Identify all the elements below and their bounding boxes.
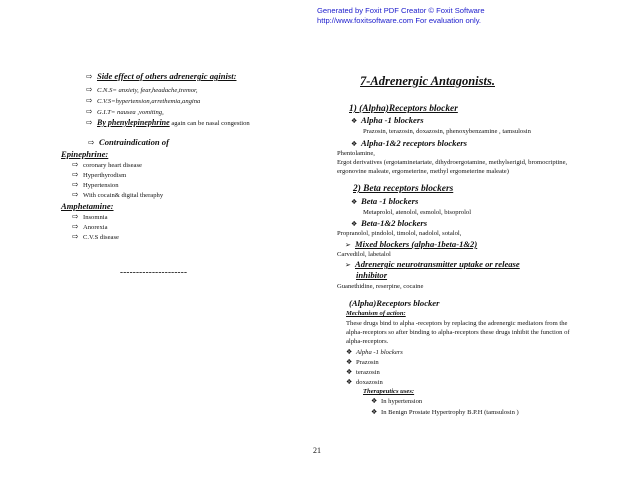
section-title: 7-Adrenergic Antagonists. — [360, 74, 495, 88]
diamond-icon: ❖ — [351, 140, 358, 148]
diamond-icon: ❖ — [371, 397, 378, 405]
page-number: 21 — [313, 446, 321, 455]
diamond-icon: ❖ — [351, 117, 358, 125]
arrow-icon: ⇨ — [72, 190, 79, 199]
epi-item: ⇨ Hyperthyrodism — [72, 170, 127, 179]
ergot-text: Ergot derivatives (ergotaminetartate, dihydroergotamine, methylserigid, bromocriptine, ergonovine maleate, ergometerine, methyl ergometerine maleate) — [337, 159, 568, 175]
amph-item: ⇨ C.V.S disease — [72, 232, 119, 241]
arrow-icon: ⇨ — [86, 85, 93, 94]
mixed-heading: ➢ Mixed blockers (alpha-1beta-1&2) — [345, 239, 478, 249]
mixed-drugs: Carvedilol, labetalol — [337, 251, 391, 258]
diamond-icon: ❖ — [346, 358, 353, 366]
arrow-icon: ⇨ — [86, 118, 93, 127]
beta1-drugs: Metaprolol, atenolol, esmolol, bisoprolol — [363, 209, 472, 216]
side-effect-item: ⇨ C.V.S=hypertension,arrethemia,angina — [86, 96, 201, 105]
arrow-icon: ⇨ — [72, 212, 79, 221]
side-effect-item-phenyl: ⇨ By phenylepinephrine again can be nasal congestion — [86, 118, 250, 127]
pointer-icon: ➢ — [345, 241, 351, 249]
arrow-icon: ⇨ — [86, 72, 93, 81]
neuro-heading-cont: inhibitor — [356, 270, 388, 280]
alpha1-list-heading: ❖ Alpha -1 blockers — [346, 348, 403, 356]
amph-item: ⇨ Insomnia — [72, 212, 108, 221]
side-effect-heading: ⇨ Side effect of others adrenergic aginist: — [86, 71, 237, 81]
therapeutic-item: ❖ In Benign Prostate Hypertrophy B.P.H (tamsulosin ) — [371, 408, 519, 416]
epi-item: ⇨ coronary heart disease — [72, 160, 142, 169]
epi-item: ⇨ With cocain& digital theraphy — [72, 190, 164, 199]
beta12-heading: ❖ Beta-1&2 blockers — [351, 218, 428, 228]
therapeutic-label: Therapeutics uses: — [363, 388, 415, 395]
alpha1-list-item: ❖ Prazosin — [346, 358, 379, 366]
alpha1-heading: ❖ Alpha -1 blockers — [351, 115, 424, 125]
foxit-watermark-line2: http://www.foxitsoftware.com For evaluation only. — [317, 16, 482, 25]
amphetamine-label: Amphetamine: — [61, 201, 114, 211]
mechanism-label: Mechanism of action: — [346, 310, 406, 317]
diamond-icon: ❖ — [346, 368, 353, 376]
diamond-icon: ❖ — [371, 408, 378, 416]
contraindication-heading: ⇨ Contraindication of — [88, 137, 169, 147]
neuro-drugs: Guanethidine, reserpine, cocaine — [337, 283, 424, 290]
diamond-icon: ❖ — [346, 348, 353, 356]
diamond-icon: ❖ — [346, 378, 353, 386]
divider-dashes: --------------------- — [120, 267, 188, 277]
subsection-title: (Alpha)Receptors blocker — [349, 298, 440, 308]
diamond-icon: ❖ — [351, 198, 358, 206]
alpha1-drugs: Prazosin, terazosin, doxazosin, phenoxybenzamine , tamsulosin — [363, 128, 531, 135]
epinephrine-label: Epinephrine: — [61, 149, 109, 159]
alpha1-list-item: ❖ doxazosin — [346, 378, 383, 386]
diamond-icon: ❖ — [351, 220, 358, 228]
epi-item: ⇨ Hypertension — [72, 180, 119, 189]
mechanism-text: These drugs bind to alpha -receptors by replacing the adrenergic mediators from the alpha-receptors so after binding to alpha-receptors these drugs inhibit the function of alpha-receptors. — [346, 320, 570, 345]
alpha12-heading: ❖ Alpha-1&2 receptors blockers — [351, 138, 467, 148]
beta1-heading: ❖ Beta -1 blockers — [351, 196, 419, 206]
arrow-icon: ⇨ — [72, 232, 79, 241]
arrow-icon: ⇨ — [88, 138, 95, 147]
amph-item: ⇨ Anorexia — [72, 222, 108, 231]
arrow-icon: ⇨ — [86, 96, 93, 105]
arrow-icon: ⇨ — [72, 170, 79, 179]
alpha1-list-item: ❖ terazosin — [346, 368, 380, 376]
side-effect-item: ⇨ G.I.T= nausea ,vomiting, — [86, 107, 164, 116]
section-2-heading: 2) Beta receptors blockers — [353, 184, 454, 194]
arrow-icon: ⇨ — [72, 180, 79, 189]
therapeutic-item: ❖ In hypertension — [371, 397, 423, 405]
side-effect-item: ⇨ C.N.S= anxiety, fear,headache,tremor, — [86, 85, 198, 94]
alpha12-drugs: Phentolamine, — [337, 150, 375, 157]
beta12-drugs: Propranolol, pindolol, timolol, nadolol, sotalol, — [337, 230, 462, 237]
foxit-watermark-line1: Generated by Foxit PDF Creator © Foxit Software — [317, 6, 485, 15]
arrow-icon: ⇨ — [72, 222, 79, 231]
arrow-icon: ⇨ — [86, 107, 93, 116]
section-1-heading: 1) (Alpha)Receptors blocker — [349, 104, 458, 114]
neuro-heading: ➢ Adrenergic neurotransmitter uptake or release — [345, 259, 520, 269]
pointer-icon: ➢ — [345, 261, 351, 269]
arrow-icon: ⇨ — [72, 160, 79, 169]
